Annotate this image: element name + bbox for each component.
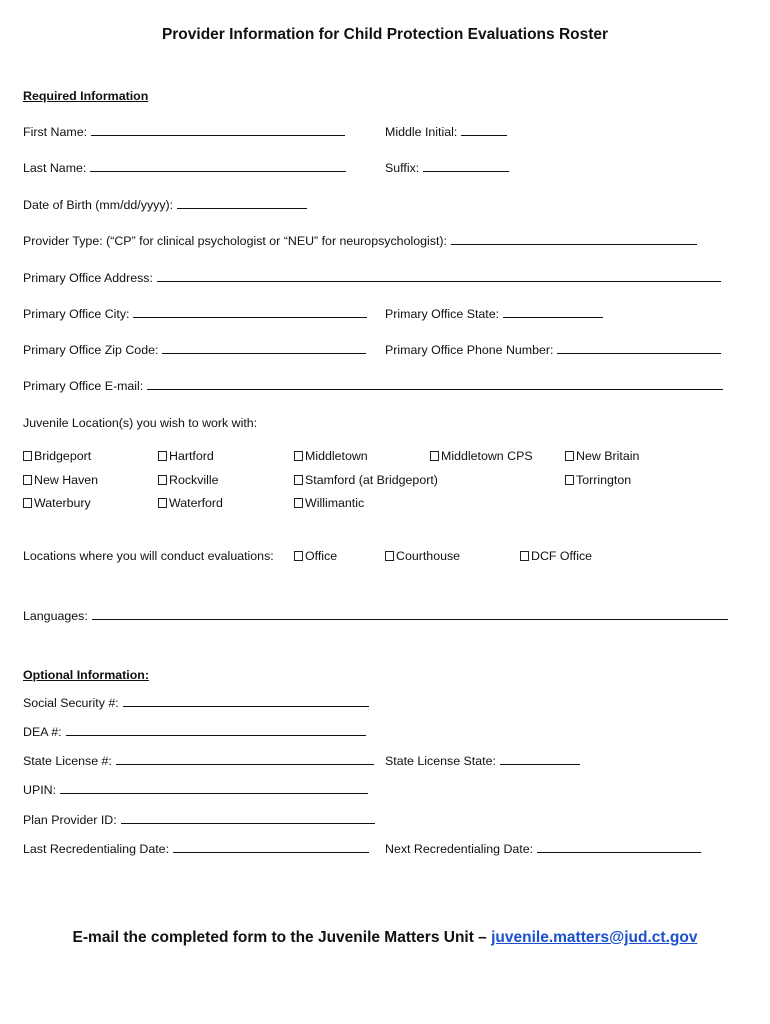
office-phone-row (385, 342, 721, 358)
checkbox-icon (520, 551, 529, 561)
dob-field[interactable] (177, 197, 307, 209)
dob-row (23, 197, 307, 213)
locations-prompt: Juvenile Location(s) you wish to work with: (23, 416, 258, 430)
plan-provider-field[interactable] (121, 812, 375, 824)
last-name-row (23, 160, 346, 176)
state-license-state-field[interactable] (500, 753, 580, 765)
checkbox-icon (565, 475, 574, 485)
checkbox-icon (294, 451, 303, 461)
office-email-field[interactable] (147, 378, 723, 390)
state-license-field[interactable] (116, 753, 374, 765)
office-city-field[interactable] (133, 306, 367, 318)
upin-field[interactable] (60, 782, 368, 794)
suffix-field[interactable] (423, 160, 509, 172)
footer-text: E-mail the completed form to the Juvenile Matters Unit – (72, 929, 492, 946)
provider-type-field[interactable] (451, 233, 697, 245)
first-name-row (23, 124, 345, 140)
ssn-field[interactable] (123, 695, 369, 707)
languages-row (23, 608, 728, 624)
office-phone-label: Primary Office Phone Number: (385, 343, 554, 357)
last-name-field[interactable] (90, 160, 346, 172)
last-recred-field[interactable] (173, 841, 369, 853)
checkbox-icon (294, 498, 303, 508)
office-state-field[interactable] (503, 306, 603, 318)
ssn-label: Social Security #: (23, 696, 119, 710)
first-name-label: First Name: (23, 125, 88, 139)
dob-label: Date of Birth (mm/dd/yyyy): (23, 198, 174, 212)
footer-instructions (0, 930, 770, 946)
middle-initial-label: Middle Initial: (385, 125, 458, 139)
location-checkbox[interactable]: Middletown CPS (430, 448, 533, 464)
office-address-field[interactable] (157, 270, 721, 282)
languages-field[interactable] (92, 608, 728, 620)
plan-provider-row (23, 812, 375, 828)
state-license-state-label: State License State: (385, 754, 496, 768)
checkbox-icon (294, 551, 303, 561)
provider-type-row (23, 233, 697, 249)
office-zip-field[interactable] (162, 342, 366, 354)
last-recred-row (23, 841, 369, 857)
checkbox-icon (23, 475, 32, 485)
office-state-row (385, 306, 603, 322)
location-checkbox[interactable]: Waterford (158, 495, 223, 511)
required-info-heading: Required Information (23, 89, 149, 103)
eval-prompt: Locations where you will conduct evaluations: (23, 549, 274, 563)
office-email-label: Primary Office E-mail: (23, 379, 144, 393)
page-title: Provider Information for Child Protection Evaluations Roster (161, 26, 609, 43)
optional-info-heading: Optional Information: (23, 668, 149, 682)
location-checkbox[interactable]: Stamford (at Bridgeport) (294, 472, 438, 488)
location-checkbox[interactable]: Torrington (565, 472, 631, 488)
office-email-row (23, 378, 723, 394)
office-phone-field[interactable] (557, 342, 721, 354)
checkbox-icon (23, 451, 32, 461)
location-checkbox[interactable]: New Haven (23, 472, 98, 488)
checkbox-icon (158, 451, 167, 461)
provider-type-label: Provider Type: (“CP” for clinical psychologist or “NEU” for neuropsychologist): (23, 234, 447, 248)
upin-row (23, 782, 368, 798)
checkbox-icon (294, 475, 303, 485)
state-license-row (23, 753, 374, 769)
office-zip-label: Primary Office Zip Code: (23, 343, 159, 357)
eval-location-checkbox[interactable]: Courthouse (385, 548, 460, 564)
middle-initial-field[interactable] (461, 124, 507, 136)
footer-email-link[interactable]: juvenile.matters@jud.ct.gov (491, 929, 698, 946)
checkbox-icon (430, 451, 439, 461)
state-license-state-row (385, 753, 580, 769)
suffix-label: Suffix: (385, 161, 420, 175)
location-checkbox[interactable]: Hartford (158, 448, 214, 464)
upin-label: UPIN: (23, 783, 57, 797)
location-checkbox[interactable]: Waterbury (23, 495, 91, 511)
office-city-row (23, 306, 367, 322)
checkbox-icon (158, 475, 167, 485)
checkbox-icon (385, 551, 394, 561)
office-zip-row (23, 342, 366, 358)
first-name-field[interactable] (91, 124, 345, 136)
next-recred-label: Next Recredentialing Date: (385, 842, 534, 856)
dea-row (23, 724, 366, 740)
next-recred-row (385, 841, 701, 857)
location-checkbox[interactable]: Rockville (158, 472, 219, 488)
suffix-row (385, 160, 509, 176)
eval-location-checkbox[interactable]: Office (294, 548, 337, 564)
location-checkbox[interactable]: New Britain (565, 448, 639, 464)
ssn-row (23, 695, 369, 711)
next-recred-field[interactable] (537, 841, 701, 853)
office-state-label: Primary Office State: (385, 307, 500, 321)
office-address-row (23, 270, 721, 286)
languages-label: Languages: (23, 609, 88, 623)
checkbox-icon (565, 451, 574, 461)
location-checkbox[interactable]: Middletown (294, 448, 368, 464)
state-license-label: State License #: (23, 754, 112, 768)
office-city-label: Primary Office City: (23, 307, 130, 321)
eval-location-checkbox[interactable]: DCF Office (520, 548, 592, 564)
last-name-label: Last Name: (23, 161, 87, 175)
office-address-label: Primary Office Address: (23, 271, 153, 285)
location-checkbox[interactable]: Willimantic (294, 495, 364, 511)
plan-provider-label: Plan Provider ID: (23, 813, 117, 827)
dea-label: DEA #: (23, 725, 62, 739)
middle-initial-row (385, 124, 507, 140)
location-checkbox[interactable]: Bridgeport (23, 448, 91, 464)
last-recred-label: Last Recredentialing Date: (23, 842, 170, 856)
dea-field[interactable] (66, 724, 366, 736)
checkbox-icon (23, 498, 32, 508)
checkbox-icon (158, 498, 167, 508)
